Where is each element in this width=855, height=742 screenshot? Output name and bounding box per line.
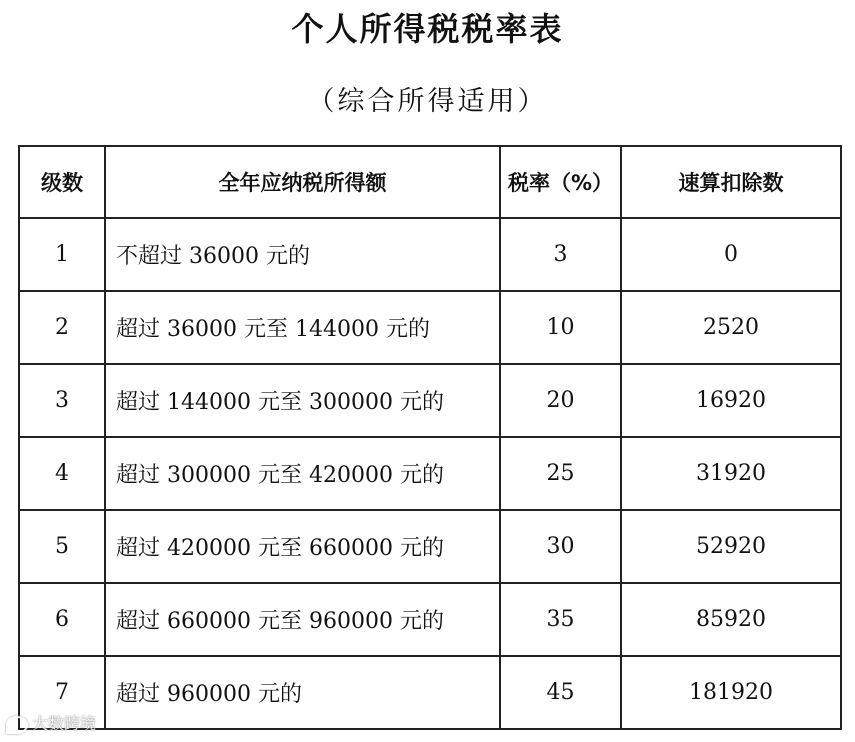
cell-range: 超过 960000 元的: [105, 656, 500, 729]
cell-rate: 35: [500, 583, 621, 656]
cell-level: 6: [19, 583, 105, 656]
page-title: 个人所得税税率表: [291, 10, 564, 48]
cell-deduction: 52920: [621, 510, 841, 583]
cell-range: 超过 300000 元至 420000 元的: [105, 437, 500, 510]
tax-rate-table: [18, 145, 842, 730]
cell-deduction: 2520: [621, 291, 841, 364]
cell-level: 4: [19, 437, 105, 510]
table-row: [19, 583, 841, 656]
header-level: 级数: [19, 146, 105, 218]
table-row: [19, 218, 841, 291]
table-header-row: [19, 146, 841, 218]
header-range: 全年应纳税所得额: [105, 146, 500, 218]
cell-deduction: 16920: [621, 364, 841, 437]
cell-range: 超过 660000 元至 960000 元的: [105, 583, 500, 656]
watermark: [6, 711, 96, 734]
cell-rate: 30: [500, 510, 621, 583]
cell-range: 超过 144000 元至 300000 元的: [105, 364, 500, 437]
cell-deduction: 181920: [621, 656, 841, 729]
cell-level: 3: [19, 364, 105, 437]
cell-level: 1: [19, 218, 105, 291]
table-row: [19, 437, 841, 510]
cell-range: 不超过 36000 元的: [105, 218, 500, 291]
cell-range: 超过 420000 元至 660000 元的: [105, 510, 500, 583]
cell-rate: 45: [500, 656, 621, 729]
table-row: [19, 510, 841, 583]
header-rate: 税率（%）: [500, 146, 621, 218]
cell-deduction: 0: [621, 218, 841, 291]
weibo-logo-icon: [6, 716, 28, 734]
table-row: [19, 364, 841, 437]
watermark-text: 大数跨境: [32, 714, 97, 733]
page-subtitle: （综合所得适用）: [307, 86, 548, 117]
table-row: [19, 656, 841, 729]
cell-deduction: 85920: [621, 583, 841, 656]
cell-level: 2: [19, 291, 105, 364]
header-deduction: 速算扣除数: [621, 146, 841, 218]
cell-rate: 3: [500, 218, 621, 291]
table-row: [19, 291, 841, 364]
cell-rate: 20: [500, 364, 621, 437]
cell-level: 7: [19, 656, 105, 729]
cell-level: 5: [19, 510, 105, 583]
cell-deduction: 31920: [621, 437, 841, 510]
cell-rate: 25: [500, 437, 621, 510]
cell-rate: 10: [500, 291, 621, 364]
cell-range: 超过 36000 元至 144000 元的: [105, 291, 500, 364]
